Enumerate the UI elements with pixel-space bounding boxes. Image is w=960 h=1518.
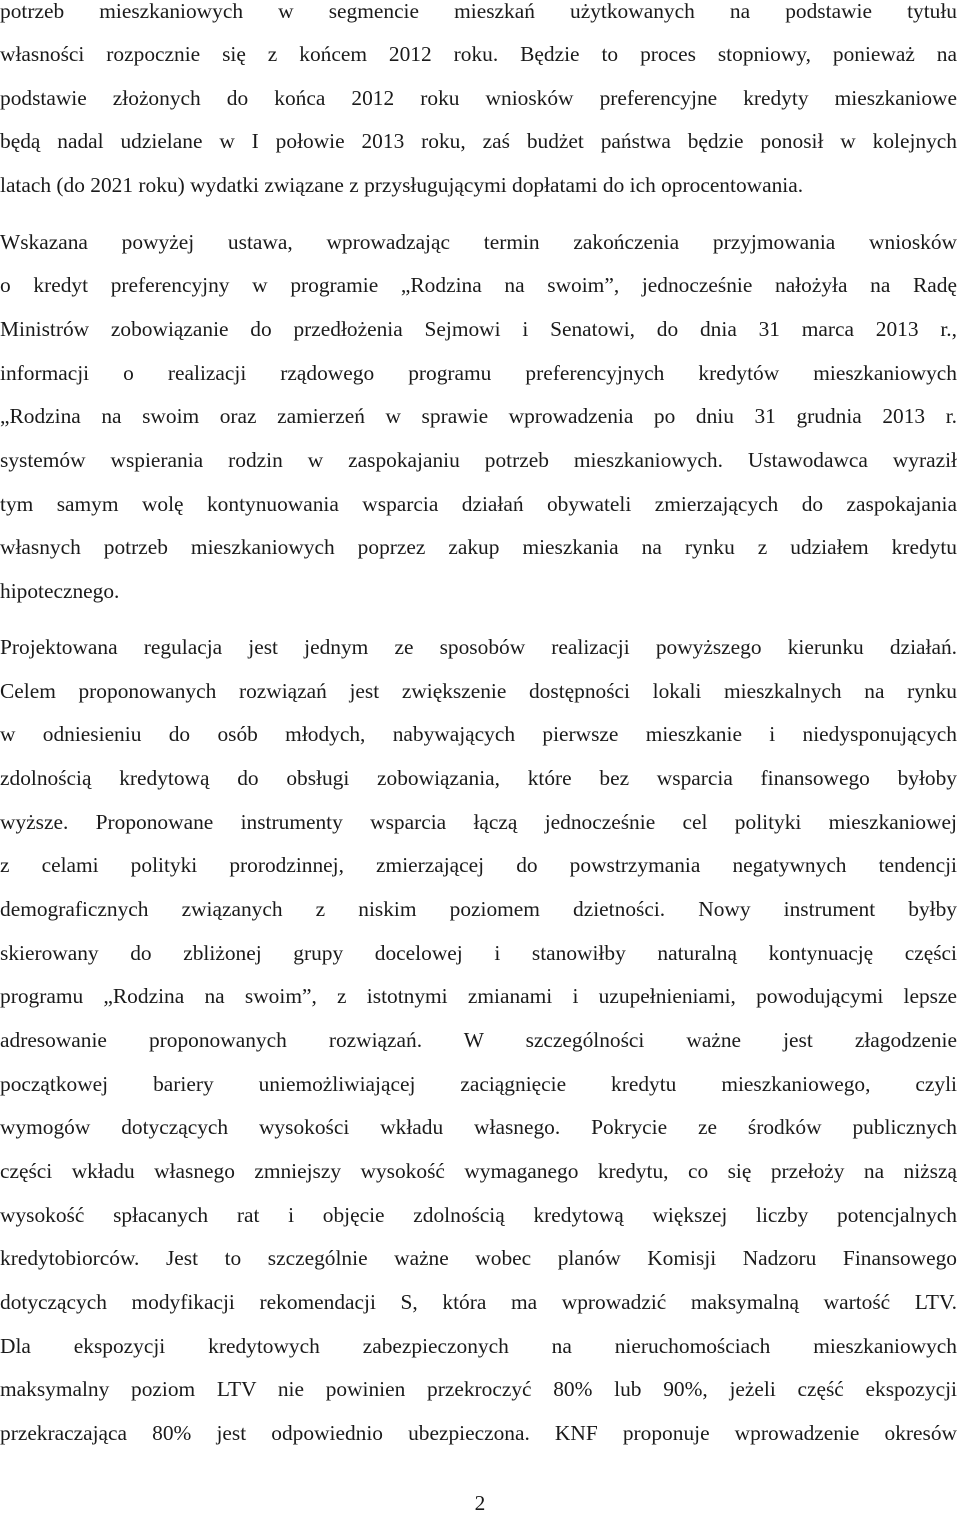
text-line: wysokość spłacanych rat i objęcie zdolnością kredytową większej liczby potencjalnych	[0, 1203, 957, 1227]
text-line: dotyczących modyfikacji rekomendacji S, która ma wprowadzić maksymalną wartość LTV.	[0, 1290, 957, 1314]
text-line: hipotecznego.	[0, 579, 120, 603]
text-line: demograficznych związanych z niskim poziomem dzietności. Nowy instrument byłby	[0, 897, 957, 921]
text-line: potrzeb mieszkaniowych w segmencie mieszkań użytkowanych na podstawie tytułu	[0, 0, 957, 23]
text-line: informacji o realizacji rządowego programu preferencyjnych kredytów mieszkaniowych	[0, 361, 957, 385]
text-line: Celem proponowanych rozwiązań jest zwiększenie dostępności lokali mieszkalnych na rynku	[0, 679, 957, 703]
text-line: skierowany do zbliżonej grupy docelowej i stanowiłby naturalną kontynuację części	[0, 941, 957, 965]
text-line: przekraczająca 80% jest odpowiednio ubezpieczona. KNF proponuje wprowadzenie okresów	[0, 1421, 957, 1445]
text-line: o kredyt preferencyjny w programie „Rodzina na swoim”, jednocześnie nałożyła na Radę	[0, 273, 957, 297]
page-number: 2	[474, 1491, 486, 1515]
text-line: własności rozpocznie się z końcem 2012 roku. Będzie to proces stopniowy, ponieważ na	[0, 42, 957, 66]
text-line: części wkładu własnego zmniejszy wysokość wymaganego kredytu, co się przełoży na niższą	[0, 1159, 957, 1183]
text-line: Projektowana regulacja jest jednym ze sposobów realizacji powyższego kierunku działań.	[0, 635, 957, 659]
text-line: maksymalny poziom LTV nie powinien przekroczyć 80% lub 90%, jeżeli część ekspozycji	[0, 1377, 957, 1401]
text-line: początkowej bariery uniemożliwiającej zaciągnięcie kredytu mieszkaniowego, czyli	[0, 1072, 957, 1096]
text-line: wymogów dotyczących wysokości wkładu własnego. Pokrycie ze środków publicznych	[0, 1115, 957, 1139]
text-line: z celami polityki prorodzinnej, zmierzającej do powstrzymania negatywnych tendencji	[0, 853, 957, 877]
text-line: podstawie złożonych do końca 2012 roku wniosków preferencyjne kredyty mieszkaniowe	[0, 86, 957, 110]
text-line: w odniesieniu do osób młodych, nabywających pierwsze mieszkanie i niedysponujących	[0, 722, 957, 746]
text-line: latach (do 2021 roku) wydatki związane z przysługującymi dopłatami do ich oprocentowania.	[0, 173, 804, 197]
text-line: programu „Rodzina na swoim”, z istotnymi zmianami i uzupełnieniami, powodującymi lepsze	[0, 984, 957, 1008]
text-line: tym samym wolę kontynuowania wsparcia działań obywateli zmierzających do zaspokajania	[0, 492, 957, 516]
text-line: Ministrów zobowiązanie do przedłożenia Sejmowi i Senatowi, do dnia 31 marca 2013 r.,	[0, 317, 957, 341]
text-line: adresowanie proponowanych rozwiązań. W szczególności ważne jest złagodzenie	[0, 1028, 957, 1052]
text-line: będą nadal udzielane w I połowie 2013 roku, zaś budżet państwa będzie ponosił w kolejnych	[0, 129, 957, 153]
text-line: systemów wspierania rodzin w zaspokajaniu potrzeb mieszkaniowych. Ustawodawca wyraził	[0, 448, 957, 472]
text-line: zdolnością kredytową do obsługi zobowiązania, które bez wsparcia finansowego byłoby	[0, 766, 957, 790]
text-line: Wskazana powyżej ustawa, wprowadzając termin zakończenia przyjmowania wniosków	[0, 230, 957, 254]
text-line: kredytobiorców. Jest to szczególnie ważne wobec planów Komisji Nadzoru Finansowego	[0, 1246, 957, 1270]
text-line: „Rodzina na swoim oraz zamierzeń w sprawie wprowadzenia po dniu 31 grudnia 2013 r.	[0, 404, 957, 428]
text-line: Dla ekspozycji kredytowych zabezpieczonych na nieruchomościach mieszkaniowych	[0, 1334, 957, 1358]
text-line: wyższe. Proponowane instrumenty wsparcia łączą jednocześnie cel polityki mieszkaniowej	[0, 810, 957, 834]
text-line: własnych potrzeb mieszkaniowych poprzez zakup mieszkania na rynku z udziałem kredytu	[0, 535, 957, 559]
